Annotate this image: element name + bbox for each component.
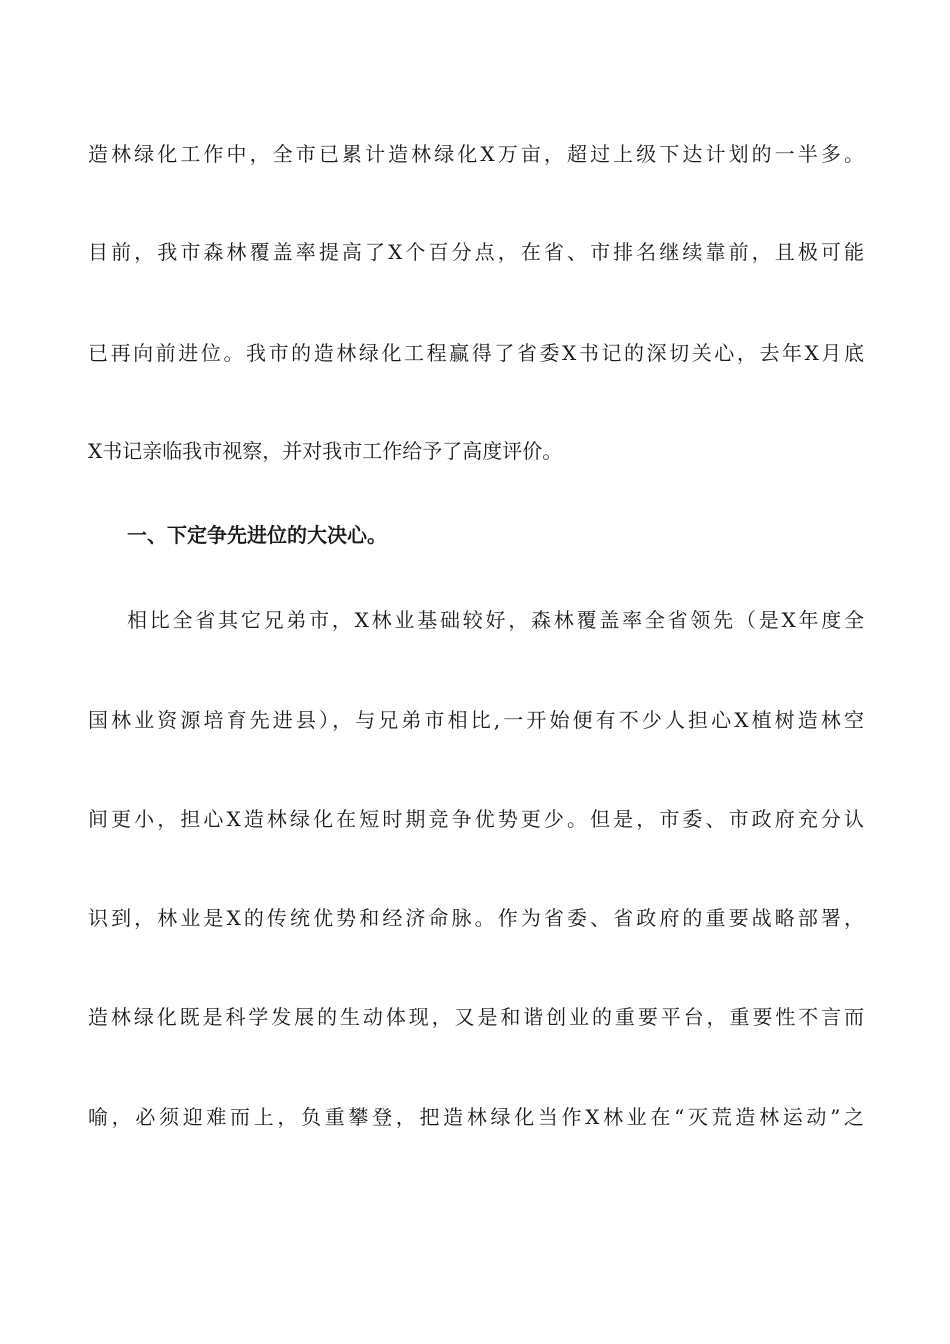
paragraph-line: 国林业资源培育先进县），与兄弟市相比,一开始便有不少人担心X植树造林空 [88,708,864,732]
paragraph-line: 目前，我市森林覆盖率提高了X个百分点，在省、市排名继续靠前，且极可能 [88,240,864,264]
paragraph-line: X书记亲临我市视察，并对我市工作给予了高度评价。 [88,439,563,463]
paragraph-line: 相比全省其它兄弟市，X林业基础较好，森林覆盖率全省领先（是X年度全 [127,608,864,632]
paragraph-line: 喻，必须迎难而上，负重攀登，把造林绿化当作X林业在“灭荒造林运动”之 [88,1105,864,1129]
paragraph-line: 间更小，担心X造林绿化在短时期竞争优势更少。但是，市委、市政府充分认 [88,807,864,831]
section-heading: 一、下定争先进位的大决心。 [127,523,387,547]
paragraph-line: 造林绿化既是科学发展的生动体现，又是和谐创业的重要平台，重要性不言而 [88,1005,864,1029]
paragraph-line: 识到，林业是X的传统优势和经济命脉。作为省委、省政府的重要战略部署， [88,906,864,930]
paragraph-line: 已再向前进位。我市的造林绿化工程赢得了省委X书记的深切关心，去年X月底 [88,341,864,365]
paragraph-line: 造林绿化工作中，全市已累计造林绿化X万亩，超过上级下达计划的一半多。 [88,142,864,166]
